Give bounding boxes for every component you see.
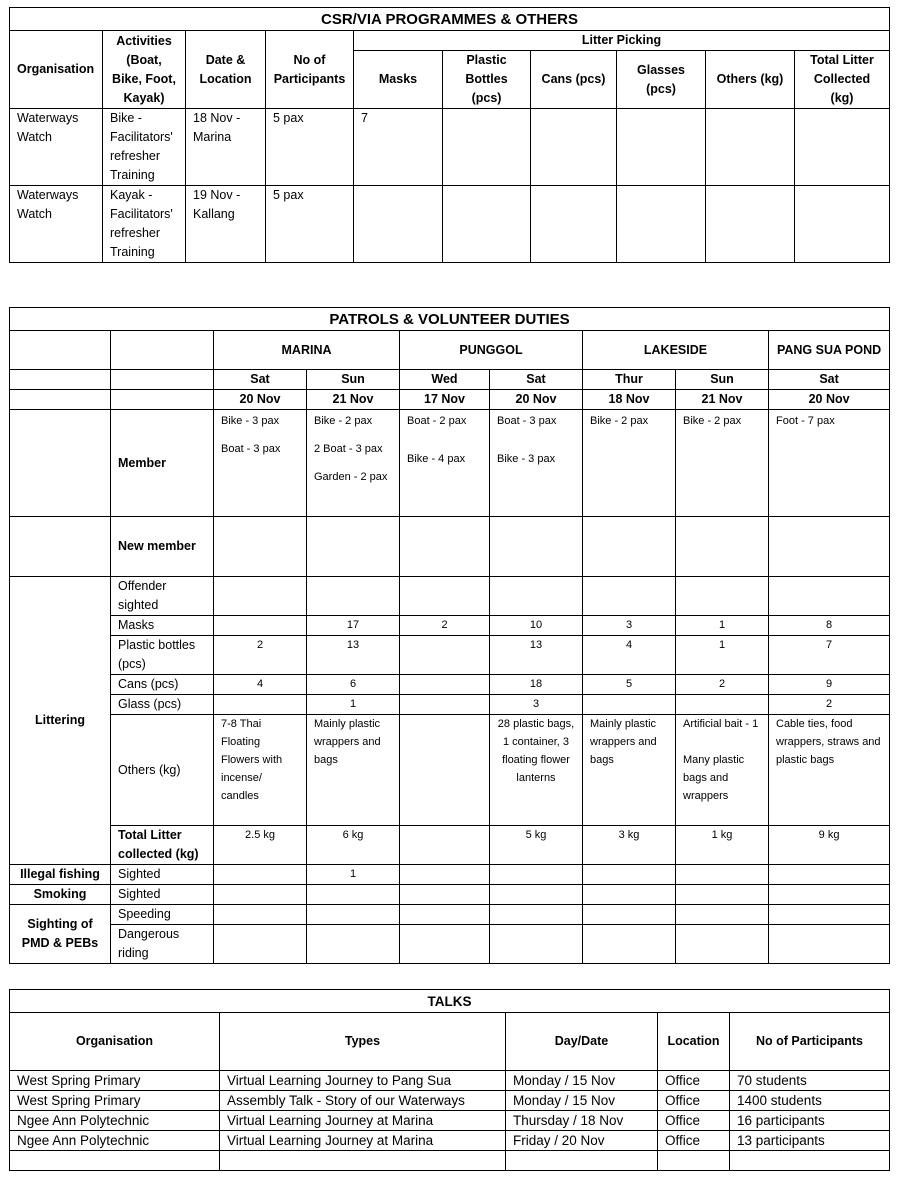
table-row <box>10 1131 890 1151</box>
talks-header-types: Types <box>220 1013 506 1071</box>
blank-cell <box>490 885 583 905</box>
cans-cell: 2 <box>676 675 769 695</box>
cans-cell: 5 <box>583 675 676 695</box>
blank-cell <box>583 925 676 964</box>
blank-cell <box>769 577 890 616</box>
blank-cell <box>769 517 890 577</box>
blank-cell <box>307 517 400 577</box>
others-cell: 28 plastic bags, 1 container, 3 floating flower lanterns <box>490 715 583 826</box>
csr-cell-others <box>706 109 795 186</box>
member-cell <box>769 410 890 517</box>
glass-cell <box>400 695 490 715</box>
blank-cell <box>676 905 769 925</box>
total-cell: 1 kg <box>676 826 769 865</box>
talks-cell: Monday / 15 Nov <box>506 1091 658 1111</box>
blank-cell <box>400 905 490 925</box>
blank-cell <box>676 577 769 616</box>
csr-cell-date-location: 18 Nov - Marina <box>186 109 266 186</box>
cans-cell: 9 <box>769 675 890 695</box>
member-entry: Garden - 2 pax <box>314 471 388 483</box>
blank-cell <box>214 577 307 616</box>
blank-cell <box>307 925 400 964</box>
blank-cell <box>307 885 400 905</box>
total-row <box>10 826 890 865</box>
csr-header-activities: Activities (Boat, Bike, Foot, Kayak) <box>103 31 186 109</box>
member-label: Member <box>111 410 214 517</box>
blank-cell <box>583 517 676 577</box>
member-cell <box>676 410 769 517</box>
illegal-fishing-cell <box>676 865 769 885</box>
cans-row <box>10 675 890 695</box>
total-cell: 9 kg <box>769 826 890 865</box>
masks-row <box>10 616 890 636</box>
talks-cell: West Spring Primary <box>10 1091 220 1111</box>
talks-cell: Ngee Ann Polytechnic <box>10 1111 220 1131</box>
csr-header-litter-picking: Litter Picking <box>354 31 890 51</box>
day-label: Thur <box>583 370 676 390</box>
offender-label: Offender sighted <box>111 577 214 616</box>
glass-cell: 3 <box>490 695 583 715</box>
table-row <box>10 1111 890 1131</box>
csr-cell-activity: Kayak - Facilitators' refresher Training <box>103 186 186 263</box>
talks-cell: Virtual Learning Journey at Marina <box>220 1111 506 1131</box>
sighted-label: Sighted <box>111 865 214 885</box>
bottles-cell: 1 <box>676 636 769 675</box>
date-label: 20 Nov <box>214 390 307 410</box>
masks-label: Masks <box>111 616 214 636</box>
glass-label: Glass (pcs) <box>111 695 214 715</box>
illegal-fishing-cell <box>400 865 490 885</box>
blank-cell <box>490 925 583 964</box>
new-member-row <box>10 517 890 577</box>
member-cell <box>583 410 676 517</box>
talks-cell: 1400 students <box>730 1091 890 1111</box>
csr-header-cans: Cans (pcs) <box>531 51 617 109</box>
member-entry: Bike - 2 pax <box>683 415 742 427</box>
total-label: Total Litter collected (kg) <box>111 826 214 865</box>
glass-cell: 1 <box>307 695 400 715</box>
new-member-label: New member <box>111 517 214 577</box>
blank-cell <box>307 905 400 925</box>
total-cell: 5 kg <box>490 826 583 865</box>
blank-cell <box>214 885 307 905</box>
cans-cell: 4 <box>214 675 307 695</box>
member-cell <box>214 410 307 517</box>
blank-cell <box>10 410 111 517</box>
speeding-row <box>10 905 890 925</box>
member-cell <box>400 410 490 517</box>
table-row <box>10 186 890 263</box>
total-cell: 3 kg <box>583 826 676 865</box>
blank-cell <box>214 517 307 577</box>
date-label: 20 Nov <box>490 390 583 410</box>
blank-cell <box>583 577 676 616</box>
bottles-cell: 13 <box>490 636 583 675</box>
blank-cell <box>10 370 111 390</box>
talks-cell <box>506 1151 658 1171</box>
talks-cell <box>730 1151 890 1171</box>
blank-cell <box>10 331 111 370</box>
blank-cell <box>10 517 111 577</box>
cans-cell: 18 <box>490 675 583 695</box>
member-entry: Bike - 3 pax <box>221 415 280 427</box>
blank-cell <box>111 390 214 410</box>
blank-cell <box>111 370 214 390</box>
offender-row <box>10 577 890 616</box>
csr-cell-participants: 5 pax <box>266 186 354 263</box>
member-cell <box>490 410 583 517</box>
talks-cell <box>10 1151 220 1171</box>
masks-cell: 17 <box>307 616 400 636</box>
csr-cell-date-location: 19 Nov - Kallang <box>186 186 266 263</box>
csr-header-total: Total Litter Collected (kg) <box>795 51 890 109</box>
others-entry: Artificial bait - 1 <box>683 718 759 730</box>
talks-header-day-date: Day/Date <box>506 1013 658 1071</box>
csr-cell-glasses <box>617 186 706 263</box>
blank-cell <box>583 885 676 905</box>
member-entry: Bike - 2 pax <box>314 415 373 427</box>
talks-cell: Virtual Learning Journey to Pang Sua <box>220 1071 506 1091</box>
csr-cell-cans <box>531 109 617 186</box>
pmd-label: Sighting of PMD & PEBs <box>10 905 111 964</box>
others-cell <box>676 715 769 826</box>
blank-cell <box>214 925 307 964</box>
blank-cell <box>400 885 490 905</box>
others-row <box>10 715 890 826</box>
talks-cell: 13 participants <box>730 1131 890 1151</box>
others-cell <box>400 715 490 826</box>
day-label: Sat <box>214 370 307 390</box>
illegal-fishing-cell <box>583 865 676 885</box>
blank-cell <box>400 577 490 616</box>
blank-cell <box>490 905 583 925</box>
illegal-fishing-row <box>10 865 890 885</box>
bottles-cell: 13 <box>307 636 400 675</box>
others-cell: Cable ties, food wrappers, straws and plastic bags <box>769 715 890 826</box>
dangerous-label: Dangerous riding <box>111 925 214 964</box>
csr-header-organisation: Organisation <box>10 31 103 109</box>
table-row <box>10 1091 890 1111</box>
talks-title: TALKS <box>10 990 890 1013</box>
littering-label: Littering <box>10 577 111 865</box>
day-label: Sat <box>490 370 583 390</box>
table-row <box>10 1071 890 1091</box>
talks-cell: 16 participants <box>730 1111 890 1131</box>
date-label: 17 Nov <box>400 390 490 410</box>
table-row <box>10 109 890 186</box>
glass-cell <box>676 695 769 715</box>
talks-cell <box>658 1151 730 1171</box>
talks-cell <box>220 1151 506 1171</box>
talks-cell: Ngee Ann Polytechnic <box>10 1131 220 1151</box>
csr-cell-others <box>706 186 795 263</box>
masks-cell <box>214 616 307 636</box>
blank-cell <box>769 905 890 925</box>
bottles-cell: 2 <box>214 636 307 675</box>
blank-cell <box>400 517 490 577</box>
blank-cell <box>490 577 583 616</box>
blank-cell <box>111 331 214 370</box>
talks-cell: Assembly Talk - Story of our Waterways <box>220 1091 506 1111</box>
csr-cell-glasses <box>617 109 706 186</box>
blank-cell <box>769 885 890 905</box>
talks-cell: Office <box>658 1111 730 1131</box>
day-label: Sun <box>307 370 400 390</box>
blank-cell <box>676 885 769 905</box>
member-entry: Bike - 4 pax <box>407 453 466 465</box>
talks-cell: 70 students <box>730 1071 890 1091</box>
talks-header-organisation: Organisation <box>10 1013 220 1071</box>
bottles-row <box>10 636 890 675</box>
csr-header-others: Others (kg) <box>706 51 795 109</box>
day-label: Sat <box>769 370 890 390</box>
masks-cell: 3 <box>583 616 676 636</box>
table-row <box>10 1151 890 1171</box>
illegal-fishing-cell <box>490 865 583 885</box>
blank-cell <box>490 517 583 577</box>
talks-cell: Monday / 15 Nov <box>506 1071 658 1091</box>
csr-table <box>9 7 890 263</box>
csr-cell-cans <box>531 186 617 263</box>
bottles-cell: 7 <box>769 636 890 675</box>
member-entry: Boat - 2 pax <box>407 415 467 427</box>
member-entry: Bike - 3 pax <box>497 453 556 465</box>
illegal-fishing-cell <box>214 865 307 885</box>
location-punggol: PUNGGOL <box>400 331 583 370</box>
illegal-fishing-cell <box>769 865 890 885</box>
csr-header-glasses: Glasses (pcs) <box>617 51 706 109</box>
illegal-fishing-label: Illegal fishing <box>10 865 111 885</box>
others-cell: Mainly plastic wrappers and bags <box>583 715 676 826</box>
date-label: 18 Nov <box>583 390 676 410</box>
glass-row <box>10 695 890 715</box>
blank-cell <box>307 577 400 616</box>
bottles-cell: 4 <box>583 636 676 675</box>
talks-header-location: Location <box>658 1013 730 1071</box>
csr-header-date-location: Date & Location <box>186 31 266 109</box>
csr-header-masks: Masks <box>354 51 443 109</box>
talks-cell: Virtual Learning Journey at Marina <box>220 1131 506 1151</box>
glass-cell <box>583 695 676 715</box>
masks-cell: 1 <box>676 616 769 636</box>
sighted-label: Sighted <box>111 885 214 905</box>
member-entry: Bike - 2 pax <box>590 415 649 427</box>
patrols-title: PATROLS & VOLUNTEER DUTIES <box>10 308 890 331</box>
masks-cell: 8 <box>769 616 890 636</box>
others-cell: Mainly plastic wrappers and bags <box>307 715 400 826</box>
cans-label: Cans (pcs) <box>111 675 214 695</box>
illegal-fishing-cell: 1 <box>307 865 400 885</box>
day-label: Wed <box>400 370 490 390</box>
location-pang-sua-pond: PANG SUA POND <box>769 331 890 370</box>
blank-cell <box>676 517 769 577</box>
date-label: 21 Nov <box>676 390 769 410</box>
talks-cell: Friday / 20 Nov <box>506 1131 658 1151</box>
masks-cell: 10 <box>490 616 583 636</box>
csr-header-participants: No of Participants <box>266 31 354 109</box>
csr-cell-total <box>795 109 890 186</box>
csr-cell-plastic-bottles <box>443 109 531 186</box>
blank-cell <box>214 905 307 925</box>
csr-cell-plastic-bottles <box>443 186 531 263</box>
day-label: Sun <box>676 370 769 390</box>
others-label: Others (kg) <box>111 715 214 826</box>
blank-cell <box>769 925 890 964</box>
talks-header-participants: No of Participants <box>730 1013 890 1071</box>
location-marina: MARINA <box>214 331 400 370</box>
date-label: 20 Nov <box>769 390 890 410</box>
total-cell: 6 kg <box>307 826 400 865</box>
location-lakeside: LAKESIDE <box>583 331 769 370</box>
blank-cell <box>676 925 769 964</box>
talks-cell: Office <box>658 1091 730 1111</box>
blank-cell <box>400 925 490 964</box>
talks-table <box>9 989 890 1171</box>
date-label: 21 Nov <box>307 390 400 410</box>
bottles-label: Plastic bottles (pcs) <box>111 636 214 675</box>
speeding-label: Speeding <box>111 905 214 925</box>
blank-cell <box>583 905 676 925</box>
glass-cell: 2 <box>769 695 890 715</box>
csr-title: CSR/VIA PROGRAMMES & OTHERS <box>10 8 890 31</box>
cans-cell: 6 <box>307 675 400 695</box>
blank-cell <box>10 390 111 410</box>
cans-cell <box>400 675 490 695</box>
smoking-row <box>10 885 890 905</box>
patrols-table <box>9 307 890 964</box>
talks-cell: West Spring Primary <box>10 1071 220 1091</box>
bottles-cell <box>400 636 490 675</box>
total-cell <box>400 826 490 865</box>
masks-cell: 2 <box>400 616 490 636</box>
csr-cell-activity: Bike - Facilitators' refresher Training <box>103 109 186 186</box>
talks-cell: Office <box>658 1131 730 1151</box>
glass-cell <box>214 695 307 715</box>
others-entry: Many plastic bags and wrappers <box>683 754 745 802</box>
member-entry: Boat - 3 pax <box>497 415 557 427</box>
member-entry: 2 Boat - 3 pax <box>314 443 383 455</box>
others-cell: 7-8 Thai Floating Flowers with incense/ candles <box>214 715 307 826</box>
dangerous-riding-row <box>10 925 890 964</box>
member-entry: Foot - 7 pax <box>776 415 835 427</box>
csr-cell-participants: 5 pax <box>266 109 354 186</box>
total-cell: 2.5 kg <box>214 826 307 865</box>
member-entry: Boat - 3 pax <box>221 443 281 455</box>
csr-cell-masks: 7 <box>354 109 443 186</box>
smoking-label: Smoking <box>10 885 111 905</box>
csr-header-plastic-bottles: Plastic Bottles (pcs) <box>443 51 531 109</box>
member-cell <box>307 410 400 517</box>
talks-cell: Office <box>658 1071 730 1091</box>
talks-cell: Thursday / 18 Nov <box>506 1111 658 1131</box>
member-row <box>10 410 890 517</box>
csr-cell-organisation: Waterways Watch <box>10 186 103 263</box>
csr-cell-organisation: Waterways Watch <box>10 109 103 186</box>
csr-cell-masks <box>354 186 443 263</box>
csr-cell-total <box>795 186 890 263</box>
